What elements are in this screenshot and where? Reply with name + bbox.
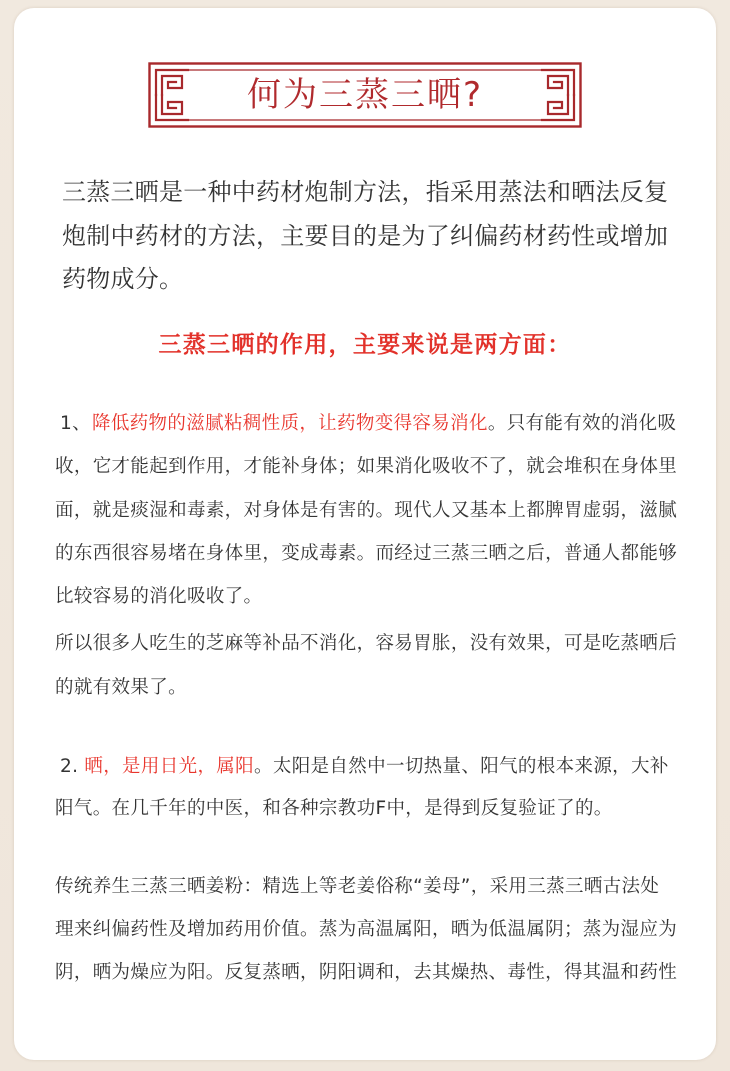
point-1-line: 的东西很容易堵在身体里，变成毒素。而经过三蒸三晒之后，普通人都能够 [55, 542, 678, 564]
point-2-line: 阳气。在几千年的中医，和各种宗教功F中，是得到反复验证了的。 [55, 798, 613, 819]
article [14, 8, 716, 1060]
point-1-number: 1、 [60, 413, 91, 434]
intro-paragraph [62, 171, 702, 302]
ginger-powder-line: 阴，晒为燥应为阳。反复蒸晒，阴阳调和，去其燥热、毒性，得其温和药性 [55, 962, 678, 983]
point-2-text: 。太阳是自然中一切热量、阳气的根本来源，大补 [254, 756, 669, 777]
point-1-note-line: 的就有效果了。 [55, 677, 187, 698]
point-1-paragraph [55, 402, 695, 618]
point-2-number: 2. [60, 756, 79, 777]
point-1-line: 面，就是痰湿和毒素，对身体是有害的。现代人又基本上都脾胃虚弱，滋腻 [55, 499, 678, 521]
effects-heading: 三蒸三晒的作用，主要来说是两方面： [158, 332, 572, 358]
title-banner [148, 62, 582, 128]
point-2-first-line [55, 746, 695, 788]
intro-line: 炮制中药材的方法，主要目的是为了纠偏药材药性或增加 [62, 221, 669, 250]
point-1-highlight: 降低药物的滋腻粘稠性质，让药物变得容易消化 [91, 413, 488, 434]
point-1-text: 。只有能有效的消化吸 [487, 413, 677, 434]
point-2-highlight: 晒，是用日光，属阳 [84, 756, 255, 777]
point-1-line: 比较容易的消化吸收了。 [55, 586, 263, 608]
point-1-note-line: 所以很多人吃生的芝麻等补品不消化，容易胃胀，没有效果，可是吃蒸晒后 [55, 633, 678, 654]
point-2-paragraph [55, 746, 695, 830]
ginger-powder-paragraph [55, 865, 695, 994]
intro-line: 药物成分。 [62, 265, 184, 293]
point-1-line: 收，它才能起到作用，才能补身体；如果消化吸收不了，就会堆积在身体里 [55, 456, 678, 478]
intro-line: 三蒸三晒是一种中药材炮制方法，指采用蒸法和晒法反复 [62, 178, 669, 206]
ginger-powder-line: 理来纠偏药性及增加药用价值。蒸为高温属阳，晒为低温属阴；蒸为湿应为 [55, 919, 678, 940]
page-title: 何为三蒸三晒? [246, 75, 484, 115]
ginger-powder-line: 传统养生三蒸三晒姜粉：精选上等老姜俗称“姜母”，采用三蒸三晒古法处 [55, 876, 660, 897]
point-1-first-line [55, 402, 695, 445]
point-1-note-paragraph [55, 622, 695, 710]
